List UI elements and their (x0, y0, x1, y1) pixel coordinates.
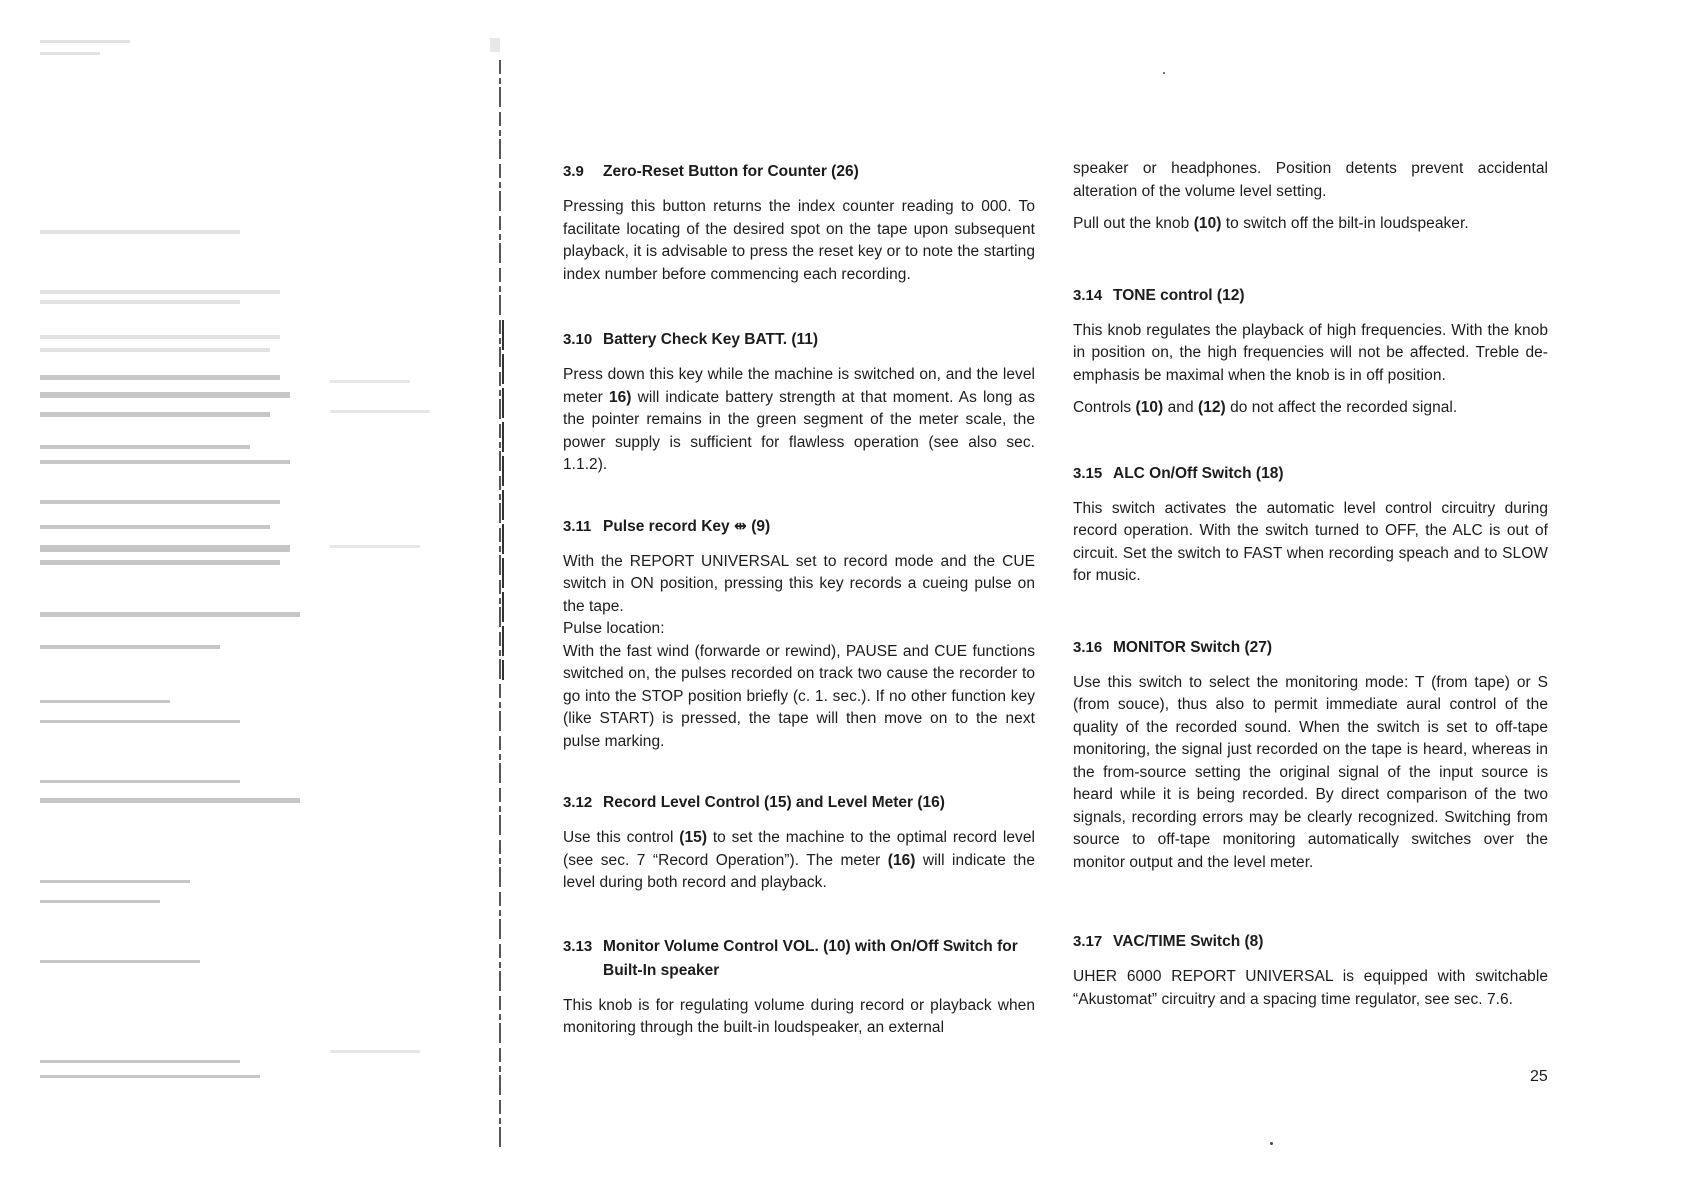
reference-number: (12) (1197, 399, 1226, 416)
section-3-13 (563, 935, 1035, 1040)
section-3-17 (1073, 930, 1548, 1011)
paragraph: With the REPORT UNIVERSAL set to record mode and the CUE switch in ON position, pressing this key records a cueing pulse on the tape. (563, 552, 1035, 615)
section-3-13-continued (1073, 158, 1548, 236)
reference-number: 16) (608, 388, 632, 406)
section-number: 3.11 (563, 517, 592, 535)
section-number: 3.17 (1073, 933, 1103, 950)
section-heading (563, 791, 1035, 815)
paragraph: Pressing this button returns the index counter reading to 000. To facilitate locating of the desired spot on the tape upon subsequent playback, it is advisable to press the reset key or to note the starting index number before commencing each recording. (563, 198, 1035, 283)
section-number: 3.14 (1073, 286, 1103, 304)
section-title: Battery Check Key BATT. (11) (603, 331, 819, 348)
scan-speck (1270, 1142, 1273, 1145)
section-heading (563, 515, 1035, 539)
section-3-15 (1073, 462, 1548, 588)
paragraph: Use this switch to select the monitoring mode: T (from tape) or S (from souce), thus also to permit immediate aural control of the quality of the recorded sound. When the switch is set to off-tape monitoring, the signal just recorded on the tape is heard, whereas in the from-source setting the original signal of the input source is heard while it is being recorded. By direct comparison of the two signals, recording errors may be clearly recognized. Switching from source to off-tape monitoring automatically switches over the monitor output and the level meter. (1073, 673, 1548, 871)
section-number: 3.10 (563, 331, 593, 348)
section-3-10 (563, 328, 1035, 477)
paragraph: Press down this key while the machine is switched on, and the level meter 16) will indicate battery strength at that moment. As long as the pointer remains in the green segment of the meter scale, the power supply is sufficient for flawless operation (see also sec. 1.1.2). (563, 366, 1035, 473)
section-title: TONE control (12) (1113, 286, 1245, 304)
left-column (563, 160, 1035, 1050)
section-heading (1073, 462, 1548, 486)
binding-gutter (494, 60, 506, 1150)
section-title: MONITOR Switch (27) (1113, 638, 1273, 656)
section-number: 3.12 (563, 794, 593, 811)
reference-number: (16) (887, 851, 916, 869)
paragraph: With the fast wind (forwarde or rewind), PAUSE and CUE functions switched on, the pulses recorded on track two cause the recorder to go into the STOP position briefly (c. 1. sec.). If no other function key (like START) is pressed, the tape will then move on to the next pulse marking. (563, 642, 1035, 750)
section-title: Record Level Control (15) and Level Meter (16) (603, 794, 945, 811)
section-title: Zero-Reset Button for Counter (26) (603, 163, 859, 180)
paragraph: This switch activates the automatic level control circuitry during record operation. With the switch turned to OFF, the ALC is out of circuit. Set the switch to FAST when recording speach and to SLOW for music. (1073, 499, 1548, 584)
section-title: Monitor Volume Control VOL. (10) with On/Off Switch for Built-In speaker (603, 937, 1018, 979)
right-column (1073, 158, 1548, 1021)
paragraph: Use this control (15) to set the machine to the optimal record level (see sec. 7 “Record Operation”). The meter (16) will indicate the level during both record and playback. (563, 829, 1035, 891)
section-heading (1073, 284, 1548, 308)
facing-page-scan (0, 0, 500, 1190)
paragraph: Pull out the knob (10) to switch off the bilt-in loudspeaker. (1073, 215, 1469, 232)
section-title: VAC/TIME Switch (8) (1113, 933, 1264, 950)
section-number: 3.15 (1073, 464, 1103, 482)
section-title: Pulse record Key ⇹ (9) (603, 517, 771, 535)
section-number: 3.13 (563, 937, 593, 955)
section-3-11 (563, 515, 1035, 754)
reference-number: (15) (679, 829, 708, 846)
paragraph: UHER 6000 REPORT UNIVERSAL is equipped with switchable “Akustomat” circuitry and a spacing time regulator, see sec. 7.6. (1073, 968, 1548, 1008)
page-number: 25 (1530, 1068, 1548, 1085)
paragraph: This knob regulates the playback of high frequencies. With the knob in position on, the high frequencies will not be affected. Treble de-emphasis be maximal when the knob is in off position. (1073, 321, 1548, 384)
section-heading (1073, 930, 1548, 954)
section-number: 3.16 (1073, 638, 1103, 656)
section-title: ALC On/Off Switch (18) (1113, 464, 1284, 482)
scan-speck (1163, 72, 1165, 74)
section-number: 3.9 (563, 163, 584, 180)
paragraph: Pulse location: (563, 620, 665, 637)
section-3-12 (563, 791, 1035, 895)
section-heading (1073, 636, 1548, 660)
paragraph: This knob is for regulating volume during record or playback when monitoring through the built-in loudspeaker, an external (563, 996, 1035, 1036)
paragraph: Controls (10) and (12) do not affect the recorded signal. (1073, 399, 1458, 416)
reference-number: (10) (1193, 215, 1222, 232)
paragraph: speaker or headphones. Position detents prevent accidental alteration of the volume level setting. (1073, 160, 1548, 200)
section-heading (563, 160, 1035, 184)
reference-number: (10) (1135, 399, 1164, 416)
section-3-9 (563, 160, 1035, 286)
section-3-16 (1073, 636, 1548, 875)
section-heading (563, 328, 1035, 352)
section-heading (563, 935, 1035, 983)
section-3-14 (1073, 284, 1548, 420)
